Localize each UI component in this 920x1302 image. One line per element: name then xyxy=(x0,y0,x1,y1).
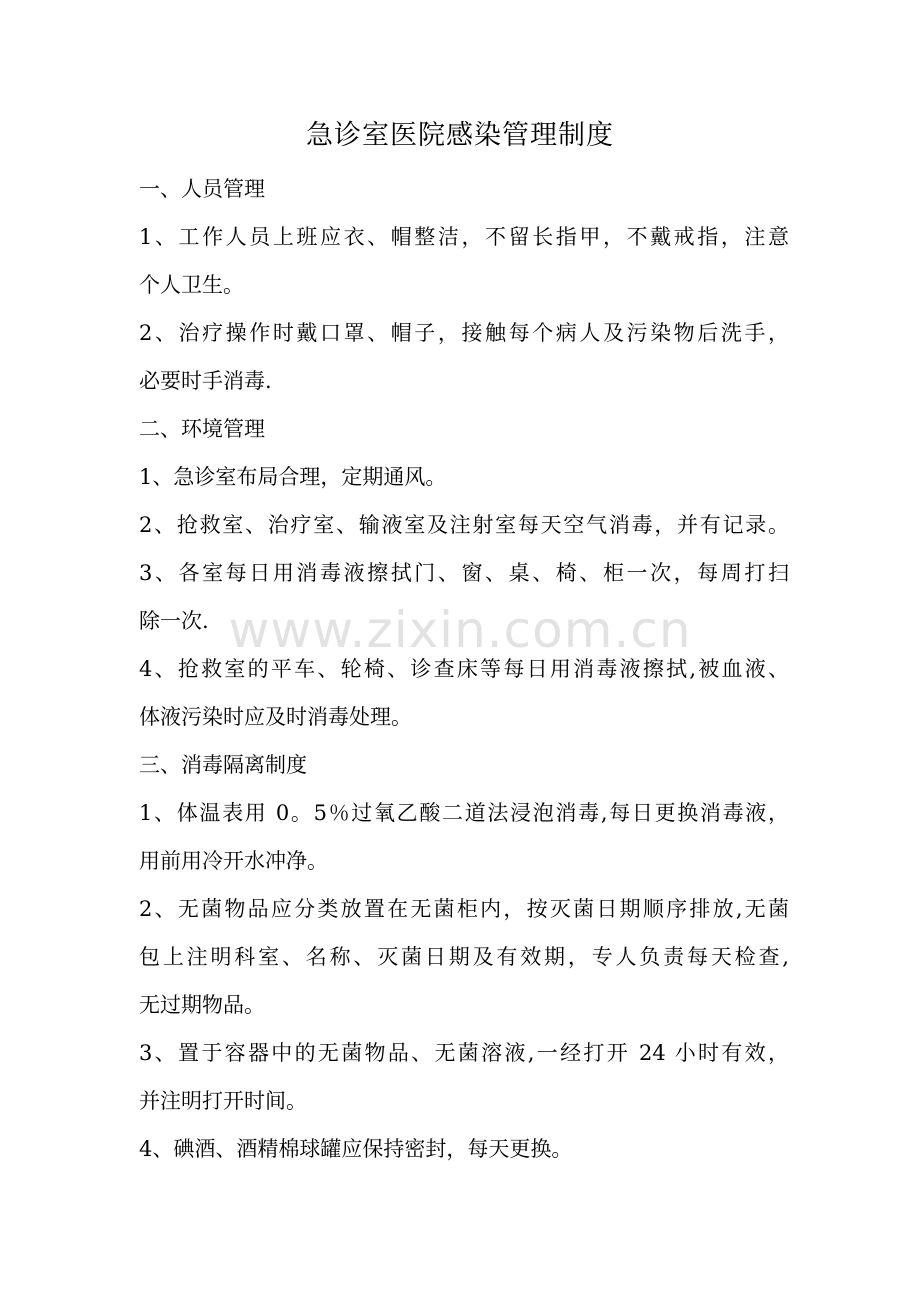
text-line: 3、各室每日用消毒液擦拭门、窗、桌、椅、柜一次，每周打扫 xyxy=(139,561,789,585)
text-line: 无过期物品。 xyxy=(139,993,265,1017)
text-line: 1、体温表用 0。5％过氧乙酸二道法浸泡消毒,每日更换消毒液， xyxy=(139,801,789,825)
text-line: 4、抢救室的平车、轮椅、诊查床等每日用消毒液擦拭,被血液、 xyxy=(139,657,789,681)
text-line: 个人卫生。 xyxy=(139,273,244,297)
text-line: 三、消毒隔离制度 xyxy=(139,753,307,777)
watermark: www.zixin.com.cn xyxy=(228,601,692,659)
text-line: 用前用冷开水冲净。 xyxy=(139,849,328,873)
text-line: 体液污染时应及时消毒处理。 xyxy=(139,705,412,729)
text-line: 1、急诊室布局合理，定期通风。 xyxy=(139,465,447,489)
text-line: 必要时手消毒. xyxy=(139,369,272,393)
text-line: 2、抢救室、治疗室、输液室及注射室每天空气消毒，并有记录。 xyxy=(139,513,789,537)
text-line: 2、治疗操作时戴口罩、帽子，接触每个病人及污染物后洗手， xyxy=(139,321,789,345)
document-title: 急诊室医院感染管理制度 xyxy=(306,120,614,151)
text-line: 除一次. xyxy=(139,609,209,633)
text-line: 二、环境管理 xyxy=(139,417,265,441)
text-line: 包上注明科室、名称、灭菌日期及有效期，专人负责每天检查, xyxy=(139,945,789,969)
text-line: 1、工作人员上班应衣、帽整洁，不留长指甲，不戴戒指，注意 xyxy=(139,225,789,249)
text-line: 3、置于容器中的无菌物品、无菌溶液,一经打开 24 小时有效， xyxy=(139,1041,789,1065)
text-line: 并注明打开时间。 xyxy=(139,1089,307,1113)
text-line: 一、人员管理 xyxy=(139,177,265,201)
text-line: 2、无菌物品应分类放置在无菌柜内，按灭菌日期顺序排放,无菌 xyxy=(139,897,789,921)
text-line: 4、碘酒、酒精棉球罐应保持密封，每天更换。 xyxy=(139,1137,573,1161)
document-body xyxy=(139,165,789,1173)
